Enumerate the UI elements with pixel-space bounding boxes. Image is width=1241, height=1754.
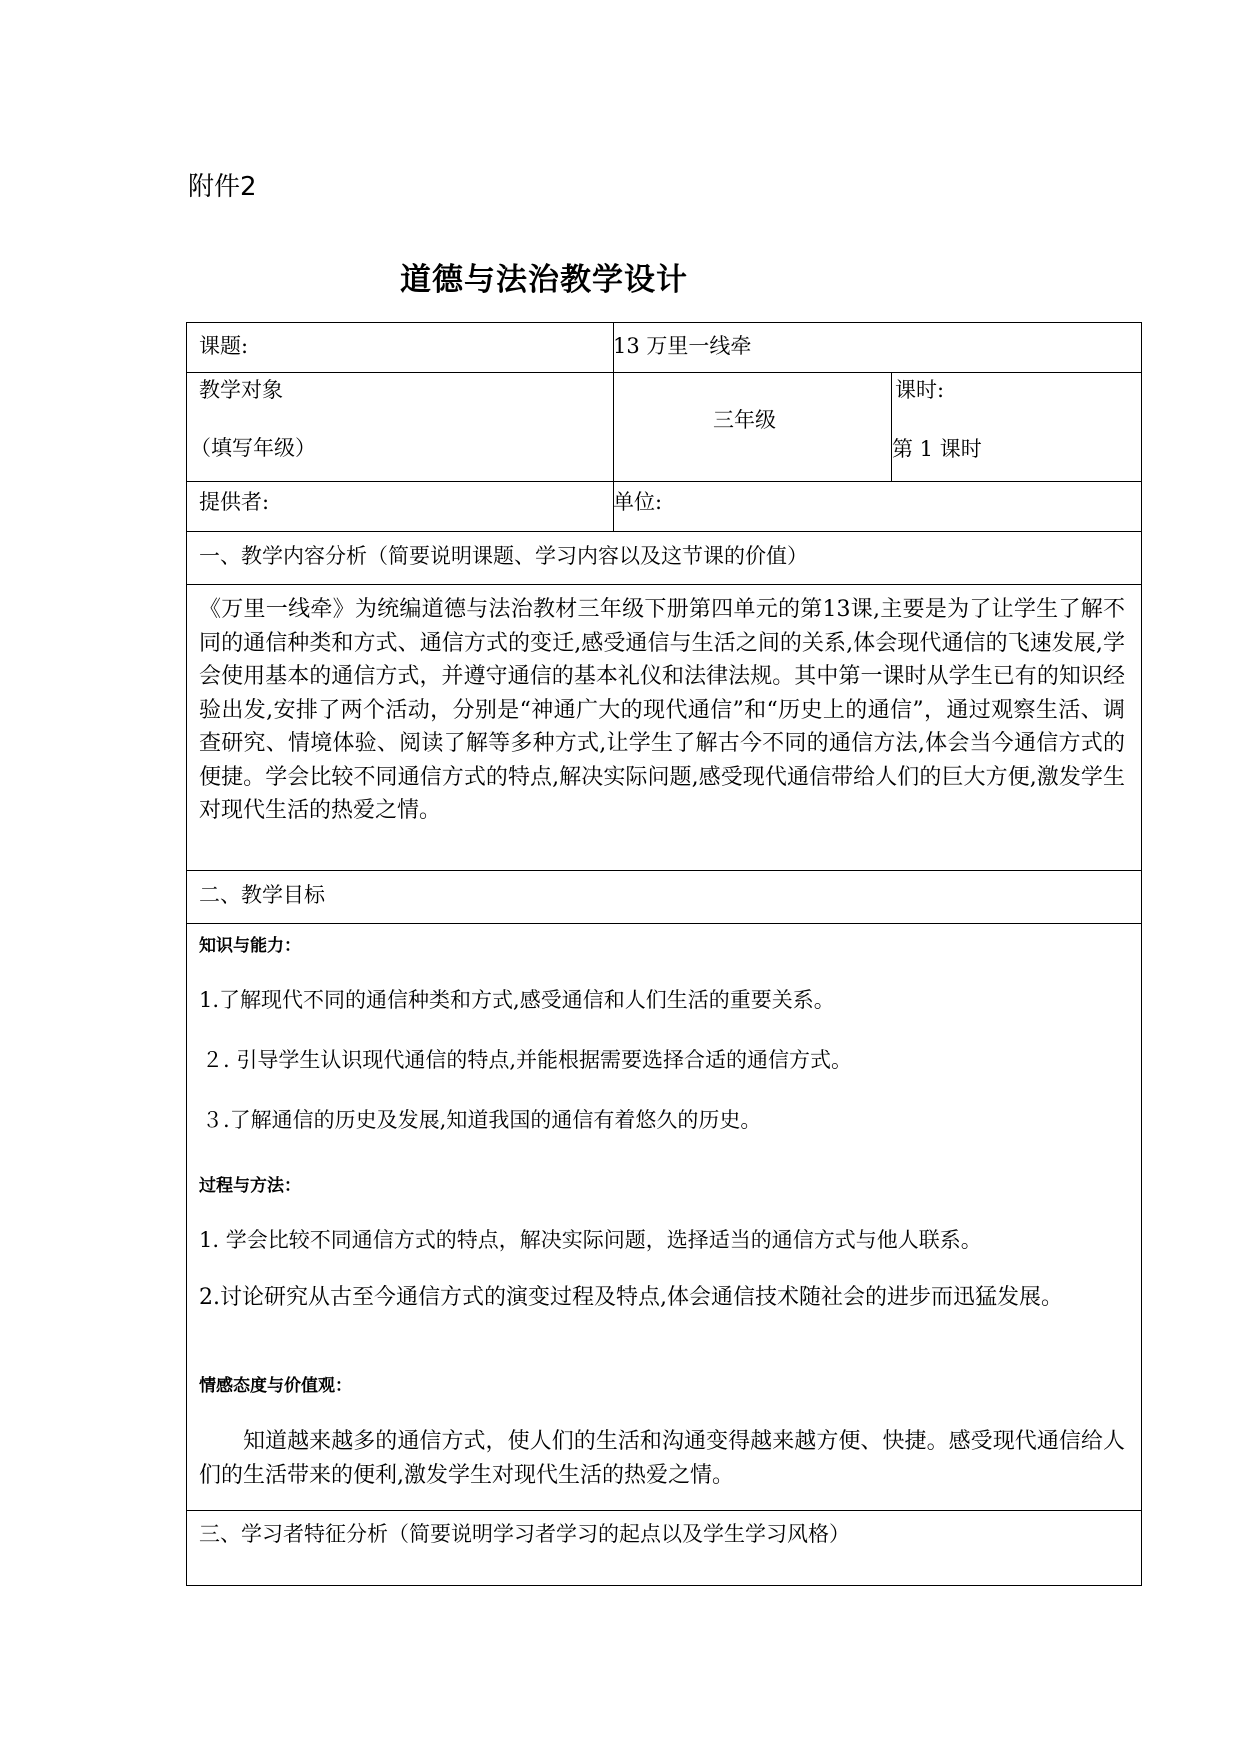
section3-heading: 三、学习者特征分析（简要说明学习者学习的起点以及学生学习风格） (199, 1522, 850, 1546)
attachment-label: 附件2 (188, 172, 257, 202)
lesson-plan-table (186, 322, 1142, 1586)
topic-value: 13 万里一线牵 (613, 334, 752, 358)
audience-label: 教学对象 (199, 378, 283, 402)
section1-body: 《万里一线牵》为统编道德与法治教材三年级下册第四单元的第13课,主要是为了让学生了解不同的通信种类和方式、通信方式的变迁,感受通信与生活之间的关系,体会现代通信的飞速发展,学会使用基本的通信方式，并遵守通信的基本礼仪和法律法规。其中第一课时从学生已有的知识经验出发,安排了两个活动，分别是“神通广大的现代通信”和“历史上的通信”，通过观察生活、调查研究、情境体验、阅读了解等多种方式,让学生了解古今不同的通信方法,体会当今通信方式的便捷。学会比较不同通信方式的特点,解决实际问题,感受现代通信带给人们的巨大方便,激发学生对现代生活的热爱之情。 (199, 597, 1125, 823)
knowledge-item: ３.了解通信的历史及发展,知道我国的通信有着悠久的历史。 (202, 1108, 762, 1132)
unit-label: 单位: (613, 490, 663, 514)
process-item: 1. 学会比较不同通信方式的特点，解决实际问题，选择适当的通信方式与他人联系。 (199, 1228, 982, 1252)
knowledge-item: ２. 引导学生认识现代通信的特点,并能根据需要选择合适的通信方式。 (202, 1048, 853, 1072)
provider-label: 提供者: (199, 490, 270, 514)
knowledge-label: 知识与能力： (199, 936, 301, 956)
audience-hint: （填写年级） (190, 436, 316, 460)
process-item: 2.讨论研究从古至今通信方式的演变过程及特点,体会通信技术随社会的进步而迅猛发展。 (199, 1285, 1063, 1310)
section1-heading: 一、教学内容分析（简要说明课题、学习内容以及这节课的价值） (199, 544, 808, 568)
knowledge-item: 1.了解现代不同的通信种类和方式,感受通信和人们生活的重要关系。 (199, 988, 835, 1012)
process-label: 过程与方法： (199, 1176, 301, 1196)
document-title: 道德与法治教学设计 (400, 262, 688, 298)
period-label: 课时: (895, 378, 945, 402)
grade-value: 三年级 (713, 408, 776, 432)
emotion-body: 知道越来越多的通信方式，使人们的生活和沟通变得越来越方便、快捷。感受现代通信给人们的生活带来的便利,激发学生对现代生活的热爱之情。 (199, 1429, 1125, 1488)
topic-label: 课题: (199, 334, 249, 358)
period-value: 第 1 课时 (892, 437, 982, 461)
emotion-label: 情感态度与价值观： (199, 1376, 352, 1396)
section2-heading: 二、教学目标 (199, 883, 325, 907)
